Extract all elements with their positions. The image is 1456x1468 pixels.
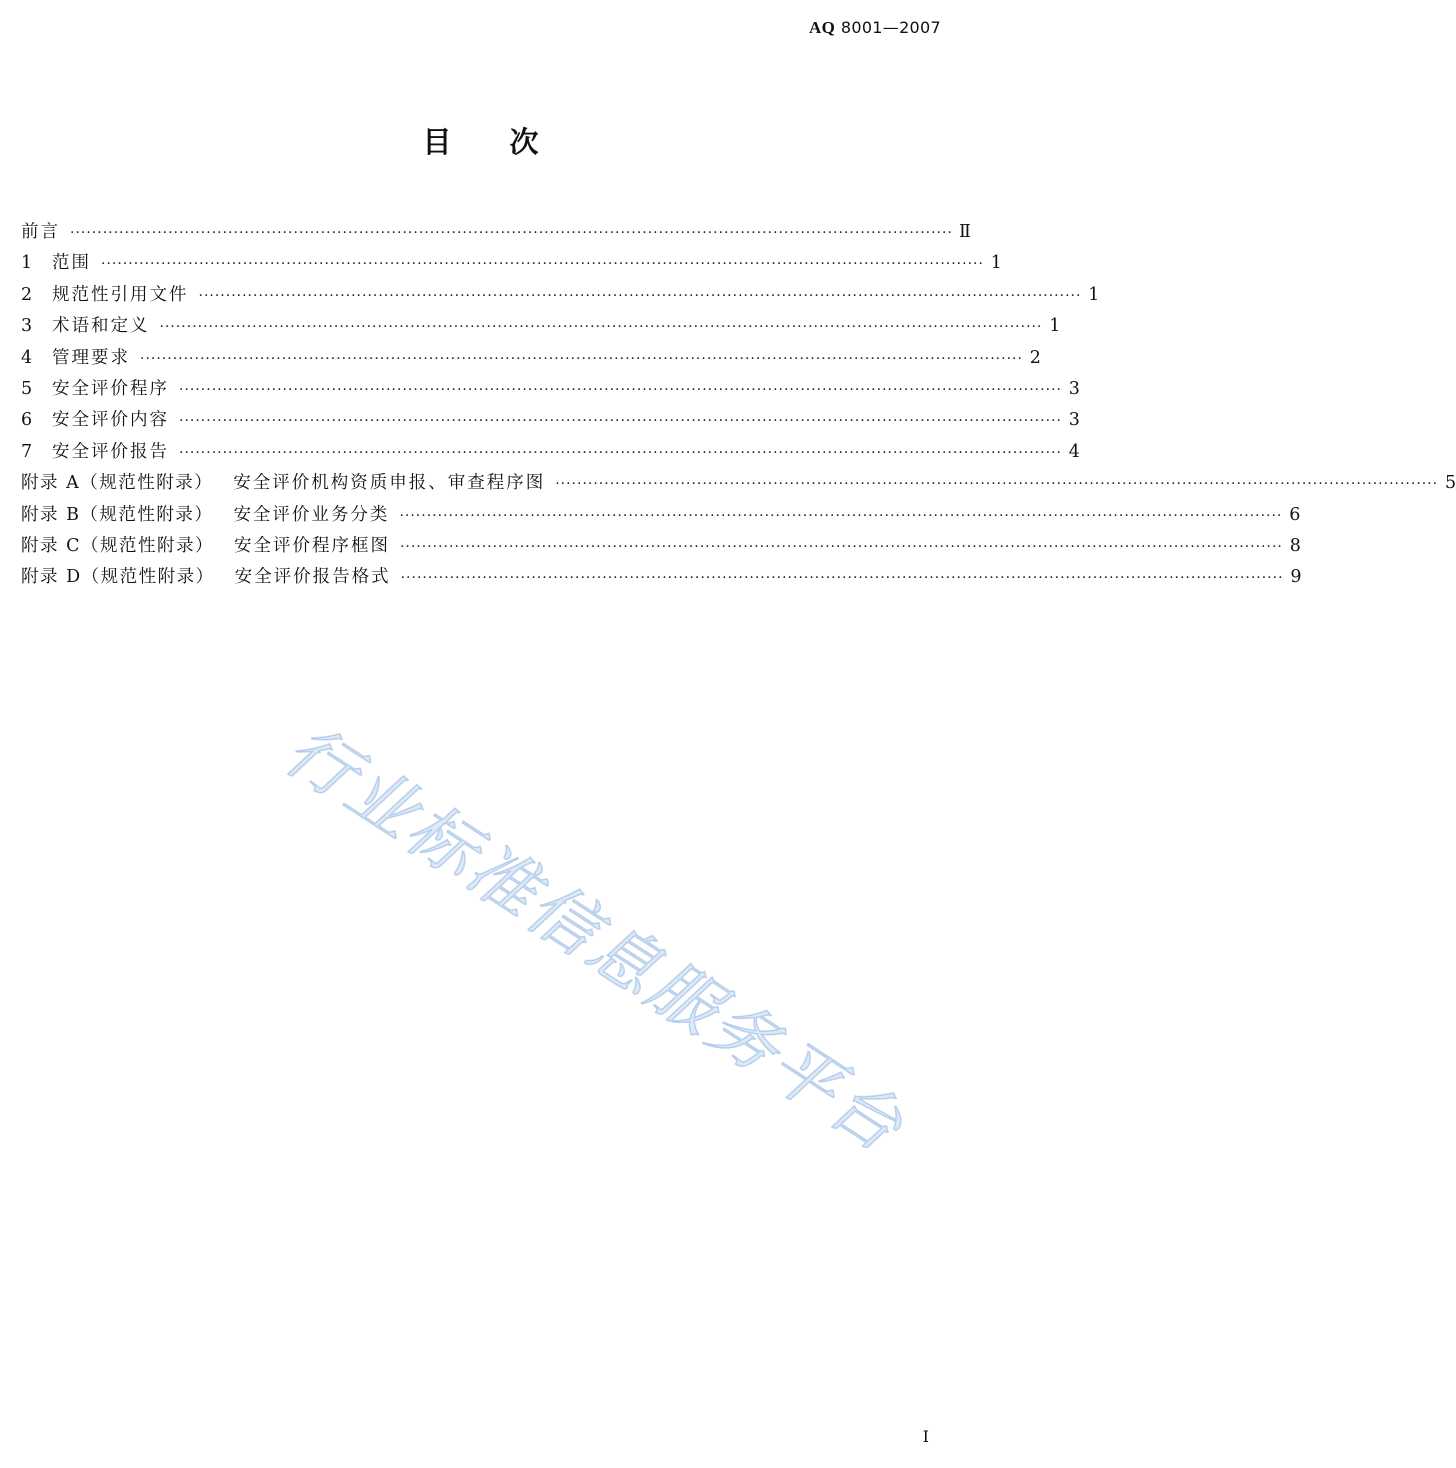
- toc-entry-label: 前言: [21, 222, 60, 242]
- toc-entry-page: 9: [1290, 567, 1302, 588]
- toc-entry-number: 1: [21, 253, 33, 274]
- page-number: Ⅰ: [922, 1427, 929, 1446]
- toc-entry-evaluation-procedure[interactable]: [21, 375, 1080, 406]
- toc-entry-label: 安全评价内容: [52, 410, 169, 431]
- toc-entry-number: 4: [21, 347, 33, 368]
- toc-entry-page: 2: [1029, 347, 1041, 368]
- toc-entry-subtitle: 安全评价机构资质申报、审查程序图: [233, 473, 546, 494]
- toc-entry-number: 6: [21, 410, 33, 431]
- toc-entry-page: 5: [1445, 473, 1456, 494]
- toc-leader-dots: ··································································································································································: [198, 287, 1082, 304]
- toc-entry-label: 管理要求: [52, 347, 130, 368]
- toc-entry-page: Ⅱ: [959, 222, 971, 242]
- toc-entry-label: 附录 A（规范性附录）: [21, 473, 214, 494]
- title-char-2: 次: [509, 125, 539, 159]
- toc-entry-label: 附录 B（规范性附录）: [21, 504, 214, 525]
- toc-leader-dots: ··································································································································································: [399, 538, 1283, 555]
- toc-entry-appendix-b[interactable]: [21, 501, 1301, 532]
- toc-entry-subtitle: 安全评价程序框图: [233, 535, 390, 556]
- toc-entry-evaluation-content[interactable]: [21, 406, 1080, 437]
- standard-code: 8001—2007: [840, 18, 941, 37]
- standard-prefix: AQ: [809, 18, 836, 37]
- standard-number: [809, 18, 941, 38]
- toc-entry-page: 4: [1068, 441, 1080, 462]
- toc-entry-scope[interactable]: [21, 249, 1002, 280]
- toc-entry-label: 安全评价程序: [52, 378, 169, 399]
- toc-entry-evaluation-report[interactable]: [21, 438, 1080, 469]
- toc-leader-dots: ··································································································································································: [179, 444, 1062, 461]
- toc-entry-label: 附录 C（规范性附录）: [21, 535, 214, 556]
- title-char-1: 目: [422, 125, 452, 159]
- toc-entry-management-requirements[interactable]: [21, 344, 1041, 375]
- toc-entry-label: 附录 D（规范性附录）: [21, 567, 215, 588]
- toc-leader-dots: ··································································································································································: [179, 381, 1062, 398]
- toc-entry-appendix-d[interactable]: [21, 563, 1302, 594]
- toc-leader-dots: ··································································································································································: [400, 570, 1284, 587]
- toc-entry-normative-references[interactable]: [21, 281, 1100, 312]
- toc-entry-subtitle: 安全评价业务分类: [233, 504, 390, 525]
- toc-entry-page: 8: [1289, 535, 1301, 556]
- toc-entry-foreword[interactable]: [21, 218, 971, 249]
- toc-entry-number: 2: [21, 284, 33, 305]
- toc-entry-number: 3: [21, 316, 33, 337]
- table-of-contents: [21, 218, 1456, 595]
- toc-leader-dots: ··································································································································································: [101, 256, 984, 273]
- toc-entry-page: 3: [1068, 410, 1080, 431]
- toc-leader-dots: ··································································································································································: [399, 507, 1283, 524]
- toc-entry-number: 5: [21, 378, 33, 399]
- toc-entry-label: 规范性引用文件: [52, 284, 189, 305]
- toc-entry-subtitle: 安全评价报告格式: [234, 567, 391, 588]
- toc-entry-number: 7: [21, 441, 33, 462]
- toc-entry-label: 范围: [52, 253, 91, 274]
- toc-entry-label: 术语和定义: [52, 316, 150, 337]
- page-title: [0, 120, 961, 161]
- toc-entry-appendix-c[interactable]: [21, 532, 1301, 563]
- toc-leader-dots: ··································································································································································: [70, 225, 953, 241]
- toc-entry-page: 1: [1088, 284, 1100, 305]
- toc-leader-dots: ··································································································································································: [140, 350, 1023, 367]
- toc-entry-page: 3: [1068, 378, 1080, 399]
- toc-entry-appendix-a[interactable]: [21, 469, 1456, 500]
- toc-leader-dots: ··································································································································································: [555, 476, 1439, 493]
- toc-entry-terms-definitions[interactable]: [21, 312, 1061, 343]
- toc-leader-dots: ··································································································································································: [159, 319, 1043, 336]
- watermark: 行业标准信息服务平台: [271, 710, 919, 1170]
- toc-entry-label: 安全评价报告: [52, 441, 169, 462]
- toc-entry-page: 6: [1289, 504, 1301, 525]
- toc-entry-page: 1: [1049, 316, 1061, 337]
- toc-leader-dots: ··································································································································································: [179, 413, 1062, 430]
- toc-entry-page: 1: [990, 253, 1002, 274]
